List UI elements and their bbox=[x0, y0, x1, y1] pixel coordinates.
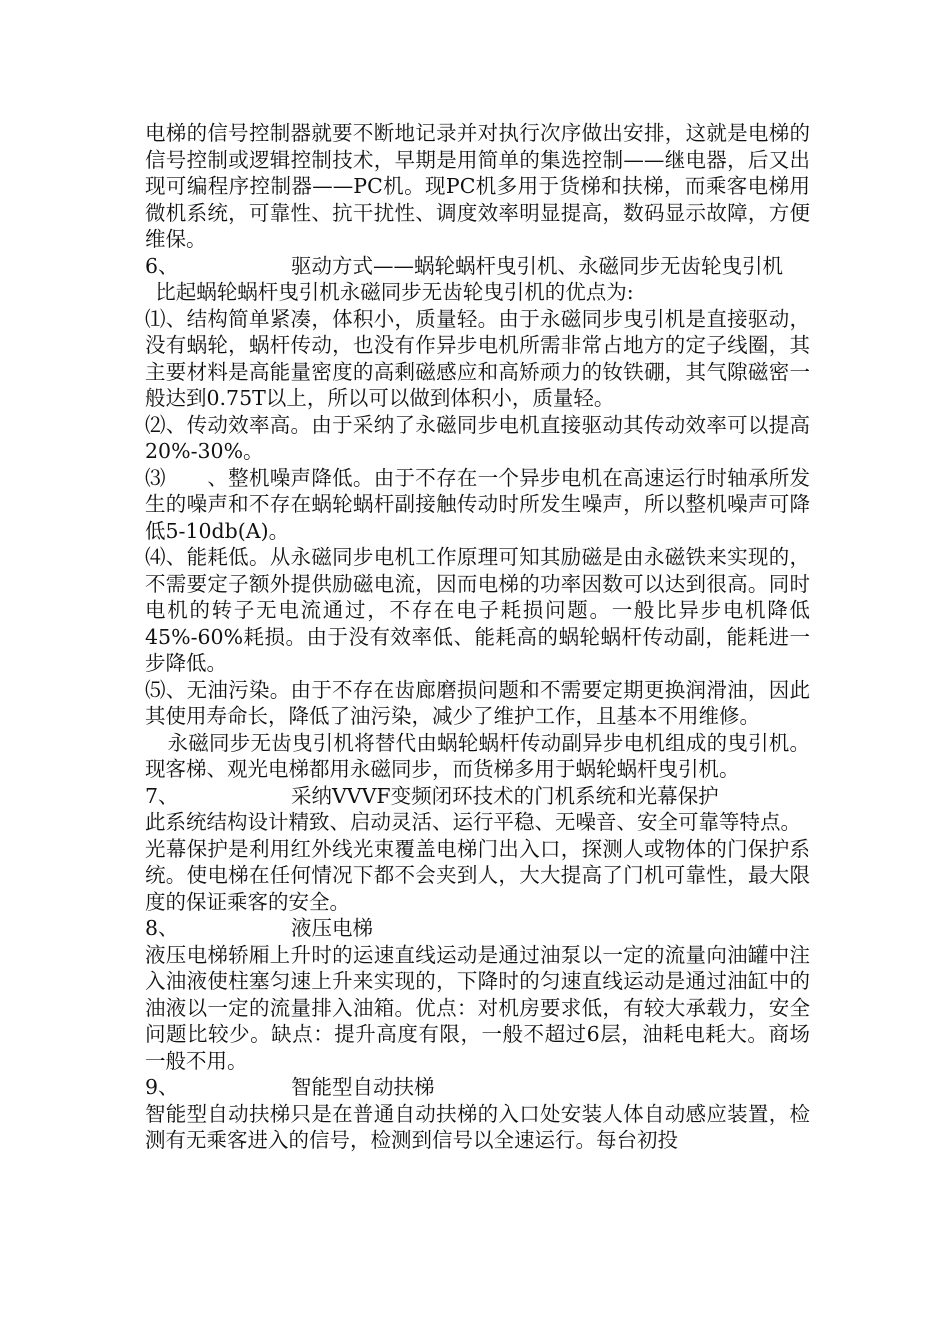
section-9-paragraph: 智能型自动扶梯只是在普通自动扶梯的入口处安装人体自动感应装置，检测有无乘客进入的信号，检测到信号以全速运行。每台初投 bbox=[145, 1101, 810, 1152]
section-7-heading bbox=[145, 783, 810, 810]
section-8-number: 8、 bbox=[145, 916, 179, 940]
section-6-summary: 永磁同步无齿曳引机将替代由蜗轮蜗杆传动副异步电机组成的曳引机。现客梯、观光电梯都用永磁同步，而货梯多用于蜗轮蜗杆曳引机。 bbox=[145, 730, 810, 781]
section-6-point-5: ⑸、无油污染。由于不存在齿廊磨损问题和不需要定期更换润滑油，因此其使用寿命长，降低了油污染，减少了维护工作，且基本不用维修。 bbox=[145, 677, 810, 728]
section-7-number: 7、 bbox=[145, 783, 179, 808]
section-6-point-1: ⑴、结构简单紧凑，体积小，质量轻。由于永磁同步曳引机是直接驱动，没有蜗轮，蜗杆传动，也没有作异步电机所需非常占地方的定子线圈，其主要材料是高能量密度的高剩磁感应和高矫顽力的钕铁硼，其气隙磁密一般达到0.75T以上，所以可以做到体积小，质量轻。 bbox=[145, 306, 810, 410]
section-7-paragraph-2: 光幕保护是利用红外线光束覆盖电梯门出入口，探测人或物体的门保护系统。使电梯在任何情况下都不会夹到人，大大提高了门机可靠性，最大限度的保证乘客的安全。 bbox=[145, 836, 810, 914]
section-8-heading bbox=[145, 915, 810, 942]
section-6-title: 驱动方式——蜗轮蜗杆曳引机、永磁同步无齿轮曳引机 bbox=[291, 253, 783, 278]
section-6-point-2: ⑵、传动效率高。由于采纳了永磁同步电机直接驱动其传动效率可以提高20%-30%。 bbox=[145, 412, 810, 463]
section-6-point-4: ⑷、能耗低。从永磁同步电机工作原理可知其励磁是由永磁铁来实现的，不需要定子额外提供励磁电流，因而电梯的功率因数可以达到很高。同时电机的转子无电流通过，不存在电子耗损问题。一般比异步电机降低45%-60%耗损。由于没有效率低、能耗高的蜗轮蜗杆传动副，能耗进一步降低。 bbox=[145, 545, 810, 675]
section-7-title: 采纳VVVF变频闭环技术的门机系统和光幕保护 bbox=[291, 783, 719, 808]
section-8-paragraph: 液压电梯轿厢上升时的运速直线运动是通过油泵以一定的流量向油罐中注入油液使柱塞匀速上升来实现的，下降时的匀速直线运动是通过油缸中的油液以一定的流量排入油箱。优点：对机房要求低，有较大承载力，安全问题比较少。缺点：提升高度有限，一般不超过6层，油耗电耗大。商场一般不用。 bbox=[145, 942, 810, 1073]
section-6-number: 6、 bbox=[145, 253, 179, 278]
section-6-lead: 比起蜗轮蜗杆曳引机永磁同步无齿轮曳引机的优点为: bbox=[155, 280, 634, 304]
intro-paragraph: 电梯的信号控制器就要不断地记录并对执行次序做出安排，这就是电梯的信号控制或逻辑控制技术，早期是用简单的集选控制——继电器，后又出现可编程序控制器——PC机。现PC机多用于货梯和扶梯，而乘客电梯用微机系统，可靠性、抗干扰性、调度效率明显提高，数码显示故障，方便维保。 bbox=[145, 121, 810, 251]
section-6-point-3: ⑶ 、整机噪声降低。由于不存在一个异步电机在高速运行时轴承所发生的噪声和不存在蜗轮蜗杆副接触传动时所发生噪声，所以整机噪声可降低5-10db(A)。 bbox=[145, 465, 810, 543]
document-page bbox=[145, 120, 810, 1154]
section-9-number: 9、 bbox=[145, 1075, 179, 1099]
section-6-heading bbox=[145, 253, 810, 280]
section-9-heading bbox=[145, 1074, 810, 1101]
section-9-title: 智能型自动扶梯 bbox=[291, 1075, 435, 1099]
section-8-title: 液压电梯 bbox=[291, 916, 373, 940]
section-7-paragraph-1: 此系统结构设计精致、启动灵活、运行平稳、无噪音、安全可靠等特点。 bbox=[145, 810, 801, 834]
